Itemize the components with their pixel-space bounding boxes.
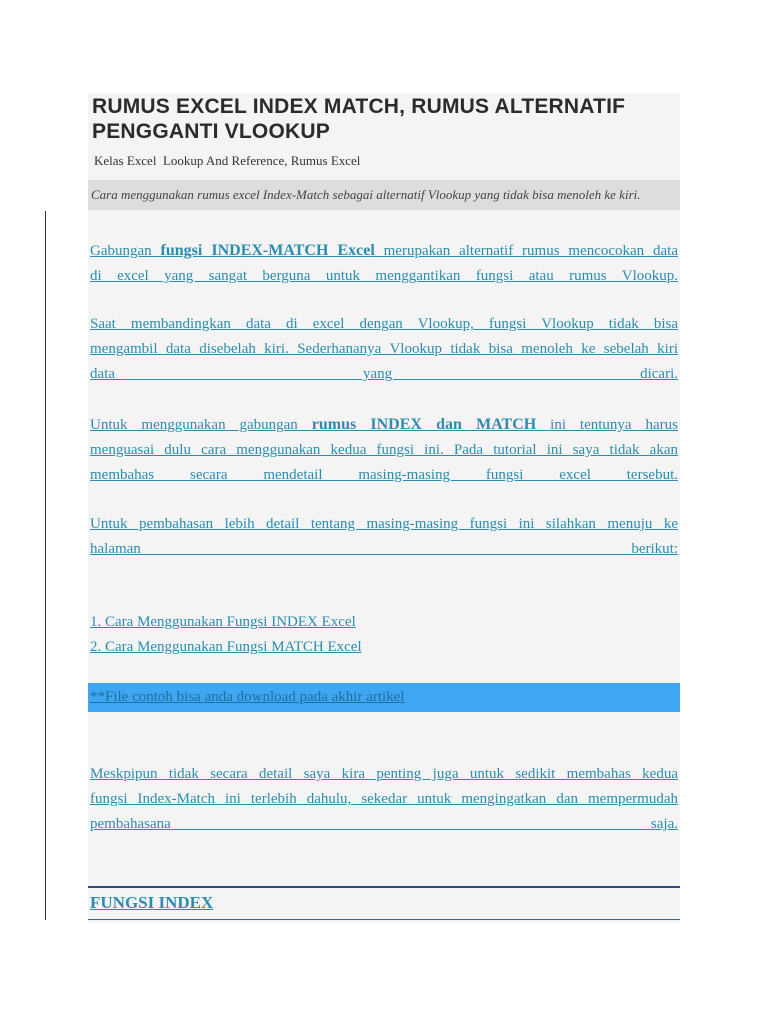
p3-line3: membahas secara mendetail masing-masing fungsi excel tersebut. (90, 467, 678, 483)
paragraph-more-detail[interactable] (90, 512, 678, 562)
section-heading-fungsi-index[interactable]: FUNGSI INDEX (90, 893, 214, 912)
download-note-bar (88, 683, 680, 712)
list-item-match-link[interactable]: 2. Cara Menggunakan Fungsi MATCH Excel (90, 639, 362, 655)
p2-line2: mengambil data disebelah kiri. Sederhananya Vlookup tidak bisa menoleh ke sebelah kiri (90, 341, 678, 357)
download-note-link[interactable]: **File contoh bisa anda download pada akhir artikel (90, 689, 405, 705)
section-divider-bottom (88, 919, 680, 920)
p1-line2: di excel yang sangat berguna untuk menggantikan fungsi atau rumus Vlookup. (90, 268, 678, 284)
p3-line1-rest: ini tentunya harus (536, 417, 678, 433)
paragraph-vlookup[interactable] (90, 312, 678, 387)
p4-line1: Untuk pembahasan lebih detail tentang masing-masing fungsi ini silahkan menuju ke (90, 516, 678, 532)
p1-bold: fungsi INDEX-MATCH Excel (160, 242, 375, 259)
p3-bold: rumus INDEX dan MATCH (311, 416, 537, 433)
section-divider-top (88, 886, 680, 888)
p1-line1-rest: merupakan alternatif rumus mencocokan data (374, 243, 678, 259)
article-excerpt: Cara menggunakan rumus excel Index-Match sebagai alternatif Vlookup yang tidak bisa menoleh ke kiri. (88, 180, 680, 210)
paragraph-intro[interactable] (90, 238, 678, 289)
p5-line2: fungsi Index-Match ini terlebih dahulu, sekedar untuk mengingatkan dan mempermudah (90, 791, 678, 807)
page-margin-line (45, 211, 46, 920)
p5-line1: Meskpipun tidak secara detail saya kira penting juga untuk sedikit membahas kedua (90, 766, 678, 782)
p2-line3: data yang dicari. (90, 366, 678, 382)
p5-line3: pembahasana saja. (90, 816, 678, 832)
p1-pre: Gabungan (90, 243, 161, 259)
function-link-list (90, 610, 362, 660)
article-meta: Kelas Excel Lookup And Reference, Rumus Excel (94, 153, 361, 168)
p2-line1: Saat membandingkan data di excel dengan Vlookup, fungsi Vlookup tidak bisa (90, 316, 678, 332)
paragraph-index-match[interactable] (90, 412, 678, 488)
article-title: RUMUS EXCEL INDEX MATCH, RUMUS ALTERNATIF PENGGANTI VLOOKUP (92, 95, 626, 143)
p3-line2: menguasai dulu cara menggunakan kedua fungsi ini. Pada tutorial ini saya tidak akan (90, 442, 678, 458)
list-item-index-link[interactable]: 1. Cara Menggunakan Fungsi INDEX Excel (90, 614, 356, 630)
p4-line2: halaman berikut: (90, 541, 678, 557)
paragraph-summary[interactable] (90, 762, 678, 837)
p3-pre: Untuk menggunakan gabungan (90, 417, 312, 433)
article-panel (88, 93, 680, 923)
